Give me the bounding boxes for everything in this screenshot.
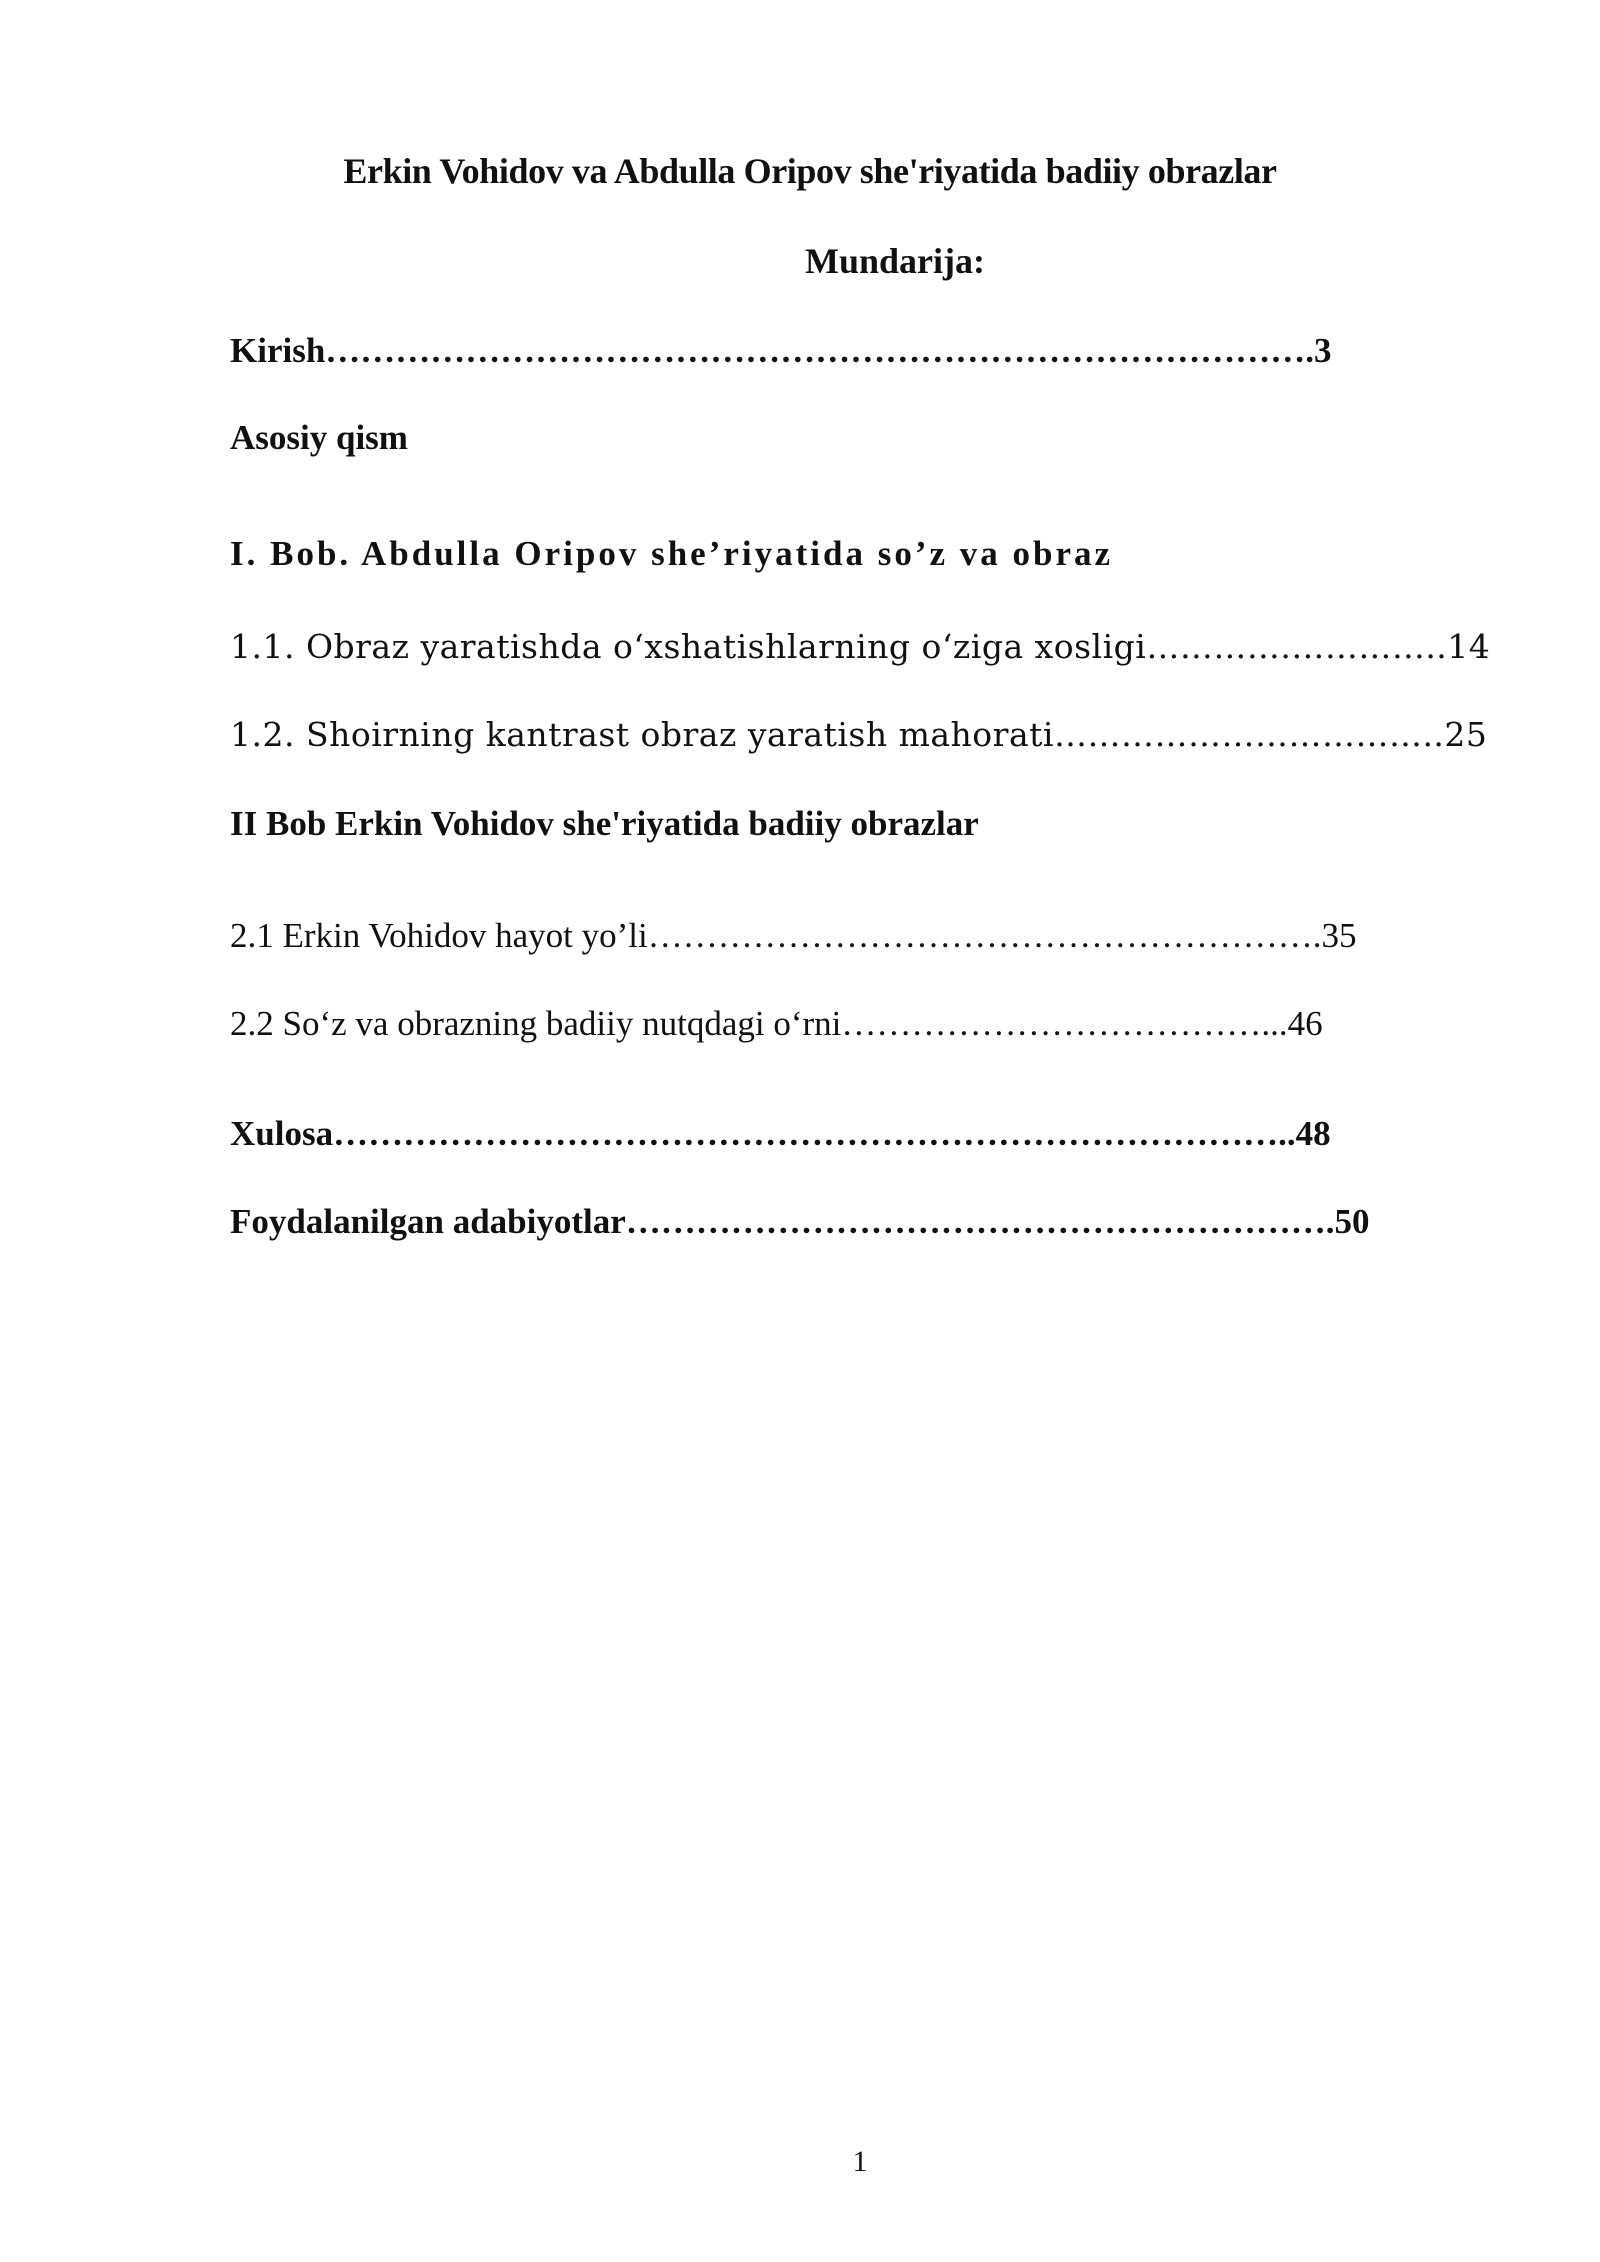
toc-entry-2-1: 2.1 Erkin Vohidov hayot yo’li………………………………………………….35 (230, 916, 1357, 955)
toc-entry-1-2: 1.2. Shoirning kantrast obraz yaratish mahorati……………………………..25 (230, 715, 1488, 754)
toc-chapter-1: I. Bob. Abdulla Oripov she’riyatida so’z va obraz (230, 534, 1114, 573)
page-number: 1 (852, 2145, 868, 2178)
toc-entry-xulosa: Xulosa………………………………………………………………………..48 (230, 1114, 1331, 1153)
toc-entry-1-1: 1.1. Obraz yaratishda o‘xshatishlarning o‘ziga xosligi………….…………..14 (230, 627, 1491, 666)
toc-entry-2-2: 2.2 So‘z va obrazning badiiy nutqdagi o‘rni………………………………...46 (230, 1004, 1323, 1043)
toc-entry-adabiyotlar: Foydalanilgan adabiyotlar…………………………………………………….50 (230, 1202, 1370, 1241)
toc-heading: Mundarija: (805, 241, 985, 281)
toc-section-asosiy-qism: Asosiy qism (230, 418, 408, 457)
document-title: Erkin Vohidov va Abdulla Oripov she'riyatida badiiy obrazlar (343, 151, 1277, 191)
toc-chapter-2: II Bob Erkin Vohidov she'riyatida badiiy obrazlar (230, 804, 979, 843)
toc-entry-kirish: Kirish………………………………………………………………………….3 (230, 331, 1332, 370)
